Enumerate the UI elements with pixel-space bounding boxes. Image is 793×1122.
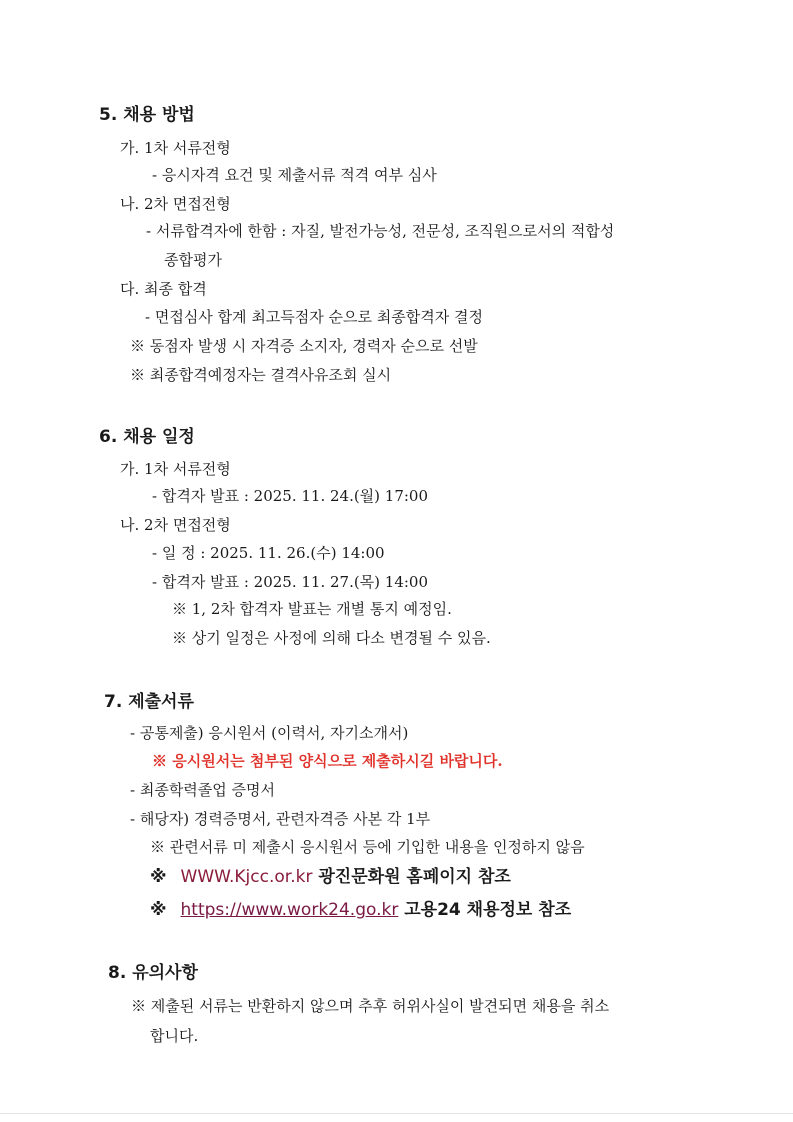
s5-item-b1-cont: 종합평가 xyxy=(164,251,222,269)
reference-mark: ※ xyxy=(150,867,167,887)
s5-item-c: 다. 최종 합격 xyxy=(120,280,207,298)
s8-note-1: ※ 제출된 서류는 반환하지 않으며 추후 허위사실이 발견되면 채용을 취소 xyxy=(131,997,610,1015)
s5-item-c1: - 면접심사 합계 최고득점자 순으로 최종합격자 결정 xyxy=(145,308,483,326)
s5-item-a: 가. 1차 서류전형 xyxy=(120,139,231,157)
work24-reference-text: 고용24 채용정보 참조 xyxy=(404,900,572,920)
section-6-title: 6. 채용 일정 xyxy=(99,427,195,447)
work24-website-link[interactable]: https://www.work24.go.kr xyxy=(180,900,399,920)
s6-item-b: 나. 2차 면접전형 xyxy=(120,516,231,534)
s6-item-b2: - 합격자 발표 : 2025. 11. 27.(목) 14:00 xyxy=(152,573,429,591)
s8-note-1-cont: 합니다. xyxy=(150,1027,199,1045)
s7-item-2: - 최종학력졸업 증명서 xyxy=(130,781,276,799)
section-5-title: 5. 채용 방법 xyxy=(99,105,195,125)
s6-note-1: ※ 1, 2차 합격자 발표는 개별 통지 예정임. xyxy=(172,600,452,618)
s6-item-a: 가. 1차 서류전형 xyxy=(120,460,231,478)
s5-item-b: 나. 2차 면접전형 xyxy=(120,195,231,213)
s5-item-b1: - 서류합격자에 한함 : 자질, 발전가능성, 전문성, 조직원으로서의 적합성 xyxy=(146,222,615,240)
s7-reference-2 xyxy=(150,899,571,921)
s7-reference-1 xyxy=(150,866,511,888)
s7-item-1-note: ※ 응시원서는 첨부된 양식으로 제출하시길 바랍니다. xyxy=(152,752,503,770)
section-8-title: 8. 유의사항 xyxy=(108,963,198,983)
section-7-title: 7. 제출서류 xyxy=(104,692,194,712)
s5-item-a1: - 응시자격 요건 및 제출서류 적격 여부 심사 xyxy=(152,166,437,184)
kjcc-reference-text: 광진문화원 홈페이지 참조 xyxy=(318,867,511,887)
s7-item-3-note: ※ 관련서류 미 제출시 응시원서 등에 기입한 내용을 인정하지 않음 xyxy=(150,838,585,856)
reference-mark: ※ xyxy=(150,900,167,920)
page-bottom-edge xyxy=(0,1113,793,1114)
s7-item-1: - 공통제출) 응시원서 (이력서, 자기소개서) xyxy=(130,724,409,742)
s6-item-b1: - 일 정 : 2025. 11. 26.(수) 14:00 xyxy=(152,544,385,562)
s7-item-3: - 해당자) 경력증명서, 관련자격증 사본 각 1부 xyxy=(130,810,431,828)
s6-note-2: ※ 상기 일정은 사정에 의해 다소 변경될 수 있음. xyxy=(172,629,491,647)
kjcc-website-link[interactable]: WWW.Kjcc.or.kr xyxy=(180,867,313,887)
s6-item-a1: - 합격자 발표 : 2025. 11. 24.(월) 17:00 xyxy=(152,487,429,505)
s5-note-2: ※ 최종합격예정자는 결격사유조회 실시 xyxy=(130,366,392,384)
s5-note-1: ※ 동점자 발생 시 자격증 소지자, 경력자 순으로 선발 xyxy=(130,337,478,355)
